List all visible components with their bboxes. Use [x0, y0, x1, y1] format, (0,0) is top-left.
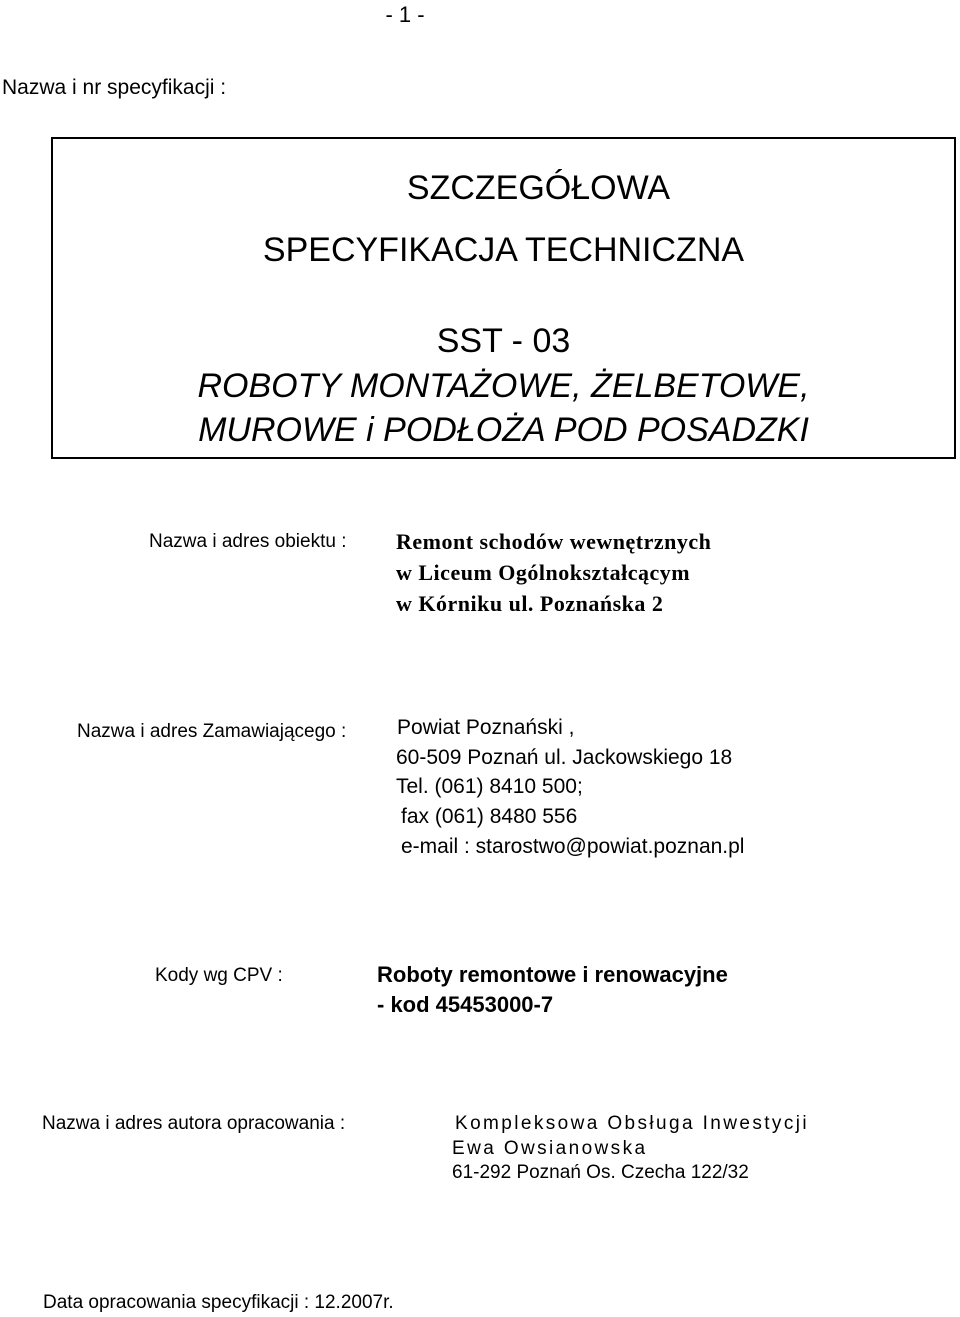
object-line-1: Remont schodów wewnętrznych — [396, 529, 712, 554]
title-line-4: ROBOTY MONTAŻOWE, ŻELBETOWE, — [197, 367, 810, 405]
cpv-label: Kody wg CPV : — [155, 965, 283, 986]
date-line: Data opracowania specyfikacji : 12.2007r. — [43, 1292, 394, 1313]
client-line-2: 60-509 Poznań ul. Jackowskiego 18 — [396, 746, 733, 769]
author-line-2: Ewa Owsianowska — [452, 1138, 648, 1159]
title-line-2: SPECYFIKACJA TECHNICZNA — [262, 231, 745, 269]
title-line-5: MUROWE i PODŁOŻA POD POSADZKI — [198, 411, 809, 449]
author-line-1: Kompleksowa Obsługa Inwestycji — [455, 1113, 809, 1134]
object-label: Nazwa i adres obiektu : — [149, 531, 347, 552]
client-line-1: Powiat Poznański , — [397, 716, 575, 739]
client-line-4: fax (061) 8480 556 — [401, 805, 578, 828]
author-line-3: 61-292 Poznań Os. Czecha 122/32 — [452, 1162, 749, 1183]
title-line-3: SST - 03 — [436, 322, 571, 360]
title-box — [51, 137, 956, 459]
object-line-3: w Kórniku ul. Poznańska 2 — [396, 591, 664, 616]
cpv-line-2: - kod 45453000-7 — [377, 992, 554, 1017]
cpv-line-1: Roboty remontowe i renowacyjne — [377, 962, 728, 987]
spec-name-label: Nazwa i nr specyfikacji : — [2, 76, 227, 99]
author-label: Nazwa i adres autora opracowania : — [42, 1113, 346, 1134]
page-number: - 1 - — [385, 2, 425, 27]
client-email: e-mail : starostwo@powiat.poznan.pl — [401, 835, 745, 858]
title-line-1: SZCZEGÓŁOWA — [406, 169, 671, 207]
client-line-3: Tel. (061) 8410 500; — [396, 775, 583, 798]
object-line-2: w Liceum Ogólnokształcącym — [396, 560, 691, 585]
client-label: Nazwa i adres Zamawiającego : — [77, 721, 347, 742]
